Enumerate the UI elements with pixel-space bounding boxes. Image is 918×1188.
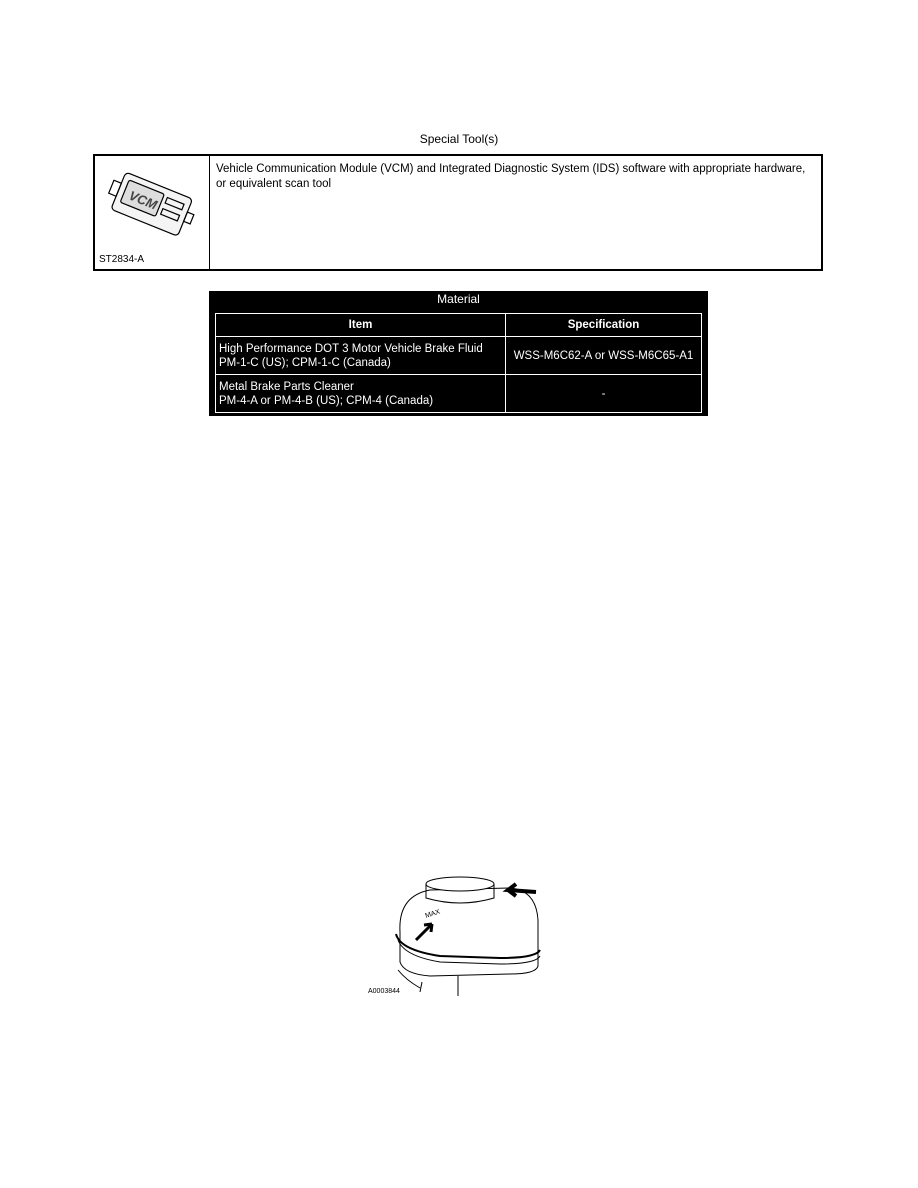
figure-code: A0003844 — [368, 988, 400, 995]
vcm-module-icon — [101, 164, 201, 248]
item-name: High Performance DOT 3 Motor Vehicle Brake Fluid — [219, 342, 483, 355]
header-specification: Specification — [506, 314, 702, 337]
header-item: Item — [216, 314, 506, 337]
item-cell — [216, 375, 506, 413]
item-name: Metal Brake Parts Cleaner — [219, 380, 354, 393]
table-header-row — [216, 314, 702, 337]
item-part-numbers: PM-1-C (US); CPM-1-C (Canada) — [219, 356, 391, 369]
tool-description: Vehicle Communication Module (VCM) and Integrated Diagnostic System (IDS) software with appropriate hardware, or equivalent scan tool — [216, 163, 806, 190]
svg-text:VCM: VCM — [126, 187, 160, 213]
spec-cell: - — [506, 375, 702, 413]
item-cell — [216, 337, 506, 375]
special-tools-table — [93, 154, 823, 271]
material-grid — [215, 313, 702, 413]
special-tools-title: Special Tool(s) — [419, 132, 499, 146]
brake-fluid-reservoir-illustration — [360, 870, 550, 1000]
table-row — [216, 375, 702, 413]
tool-code: ST2834-A — [99, 254, 145, 265]
item-part-numbers: PM-4-A or PM-4-B (US); CPM-4 (Canada) — [219, 394, 434, 407]
spec-cell: WSS-M6C62-A or WSS-M6C65-A1 — [506, 337, 702, 375]
table-row — [216, 337, 702, 375]
material-title: Material — [437, 292, 480, 306]
reservoir-figure — [360, 870, 550, 1000]
svg-text:MAX: MAX — [424, 908, 442, 920]
material-table — [209, 291, 708, 416]
tool-image-cell — [95, 156, 210, 269]
